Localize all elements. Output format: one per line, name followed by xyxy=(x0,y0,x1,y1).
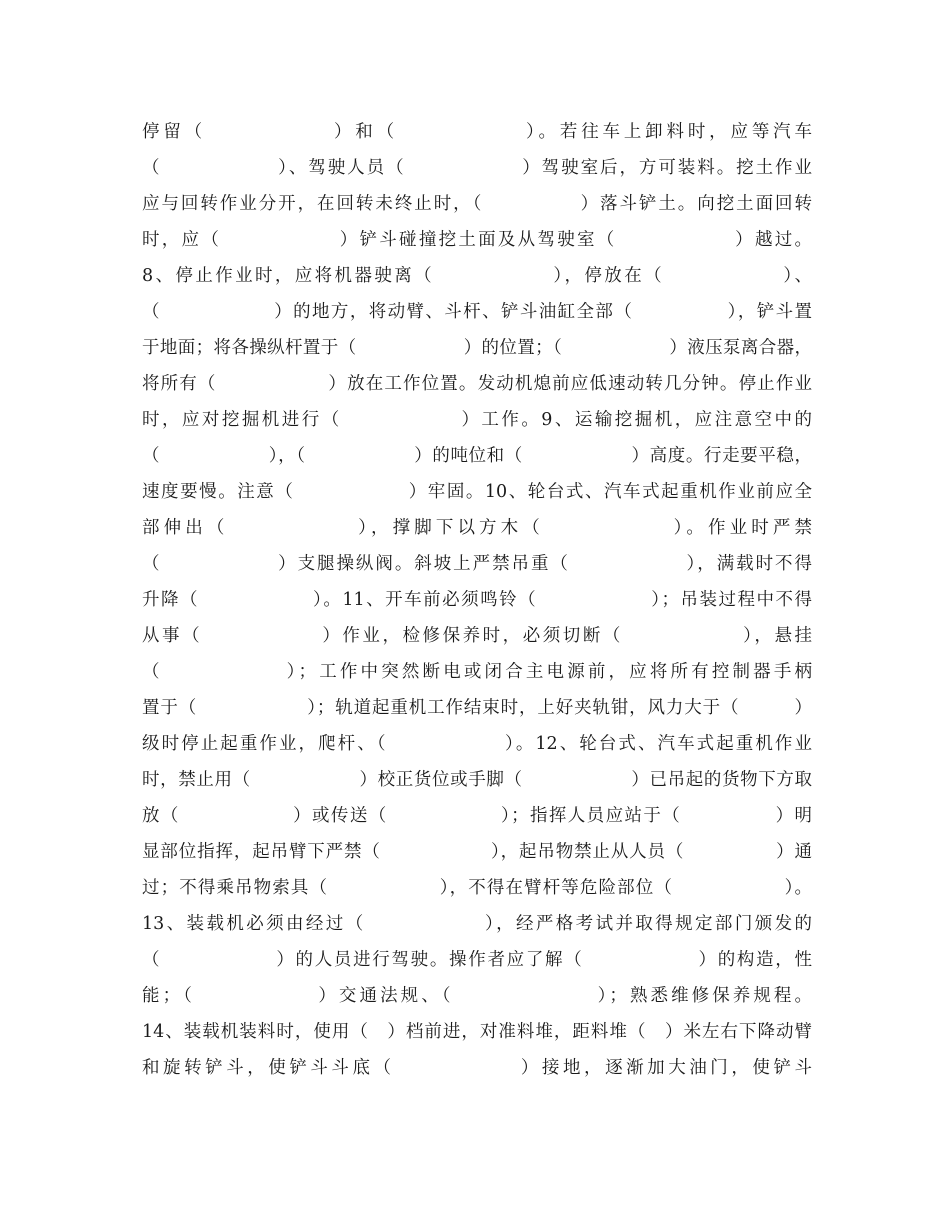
text-line: 于地面；将各操纵杆置于（ ）的位置；（ ）液压泵离合器， xyxy=(142,338,812,358)
text-line: 能；（ ）交通法规、（ ）；熟悉维修保养规程。 xyxy=(142,986,812,1006)
text-line: 14、装载机装料时，使用（ ）档前进，对准料堆，距料堆（ ）米左右下降动臂 xyxy=(142,1022,812,1042)
text-line: （ ）、驾驶人员（ ）驾驶室后，方可装料。挖土作业 xyxy=(142,158,812,178)
text-line: 8、停止作业时，应将机器驶离（ ），停放在（ ）、 xyxy=(142,266,812,286)
text-line: 停留（ ）和（ ）。若往车上卸料时，应等汽车 xyxy=(142,122,812,142)
document-body xyxy=(142,114,812,1086)
text-line: 显部位指挥，起吊臂下严禁（ ），起吊物禁止从人员（ ）通 xyxy=(142,842,812,862)
text-line: 13、装载机必须由经过（ ），经严格考试并取得规定部门颁发的 xyxy=(142,914,812,934)
text-line: 应与回转作业分开，在回转未终止时，（ ）落斗铲土。向挖土面回转 xyxy=(142,194,812,214)
text-line: 放（ ）或传送（ ）；指挥人员应站于（ ）明 xyxy=(142,806,812,826)
text-line: 置于（ ）；轨道起重机工作结束时，上好夹轨钳，风力大于（ ） xyxy=(142,698,812,718)
text-line: （ ）；工作中突然断电或闭合主电源前，应将所有控制器手柄 xyxy=(142,662,812,682)
text-line: （ ）的地方，将动臂、斗杆、铲斗油缸全部（ ），铲斗置 xyxy=(142,302,812,322)
text-line: 升降（ ）。11、开车前必须鸣铃（ ）；吊装过程中不得 xyxy=(142,590,812,610)
text-line: 时，应对挖掘机进行（ ）工作。9、运输挖掘机，应注意空中的 xyxy=(142,410,812,430)
text-line: 速度要慢。注意（ ）牢固。10、轮台式、汽车式起重机作业前应全 xyxy=(142,482,812,502)
text-line: 时，应（ ）铲斗碰撞挖土面及从驾驶室（ ）越过。 xyxy=(142,230,812,250)
text-line: （ ）的人员进行驾驶。操作者应了解（ ）的构造，性 xyxy=(142,950,812,970)
text-line: 将所有（ ）放在工作位置。发动机熄前应低速动转几分钟。停止作业 xyxy=(142,374,812,394)
text-line: 部伸出（ ），撑脚下以方木（ ）。作业时严禁 xyxy=(142,518,812,538)
text-line: （ ），（ ）的吨位和（ ）高度。行走要平稳， xyxy=(142,446,812,466)
text-line: 和旋转铲斗，使铲斗斗底（ ）接地，逐渐加大油门，使铲斗 xyxy=(142,1058,812,1078)
text-line: （ ）支腿操纵阀。斜坡上严禁吊重（ ），满载时不得 xyxy=(142,554,812,574)
text-line: 时，禁止用（ ）校正货位或手脚（ ）已吊起的货物下方取 xyxy=(142,770,812,790)
text-line: 从事（ ）作业，检修保养时，必须切断（ ），悬挂 xyxy=(142,626,812,646)
text-line: 级时停止起重作业，爬杆、（ ）。12、轮台式、汽车式起重机作业 xyxy=(142,734,812,754)
text-line: 过；不得乘吊物索具（ ），不得在臂杆等危险部位（ ）。 xyxy=(142,878,812,898)
